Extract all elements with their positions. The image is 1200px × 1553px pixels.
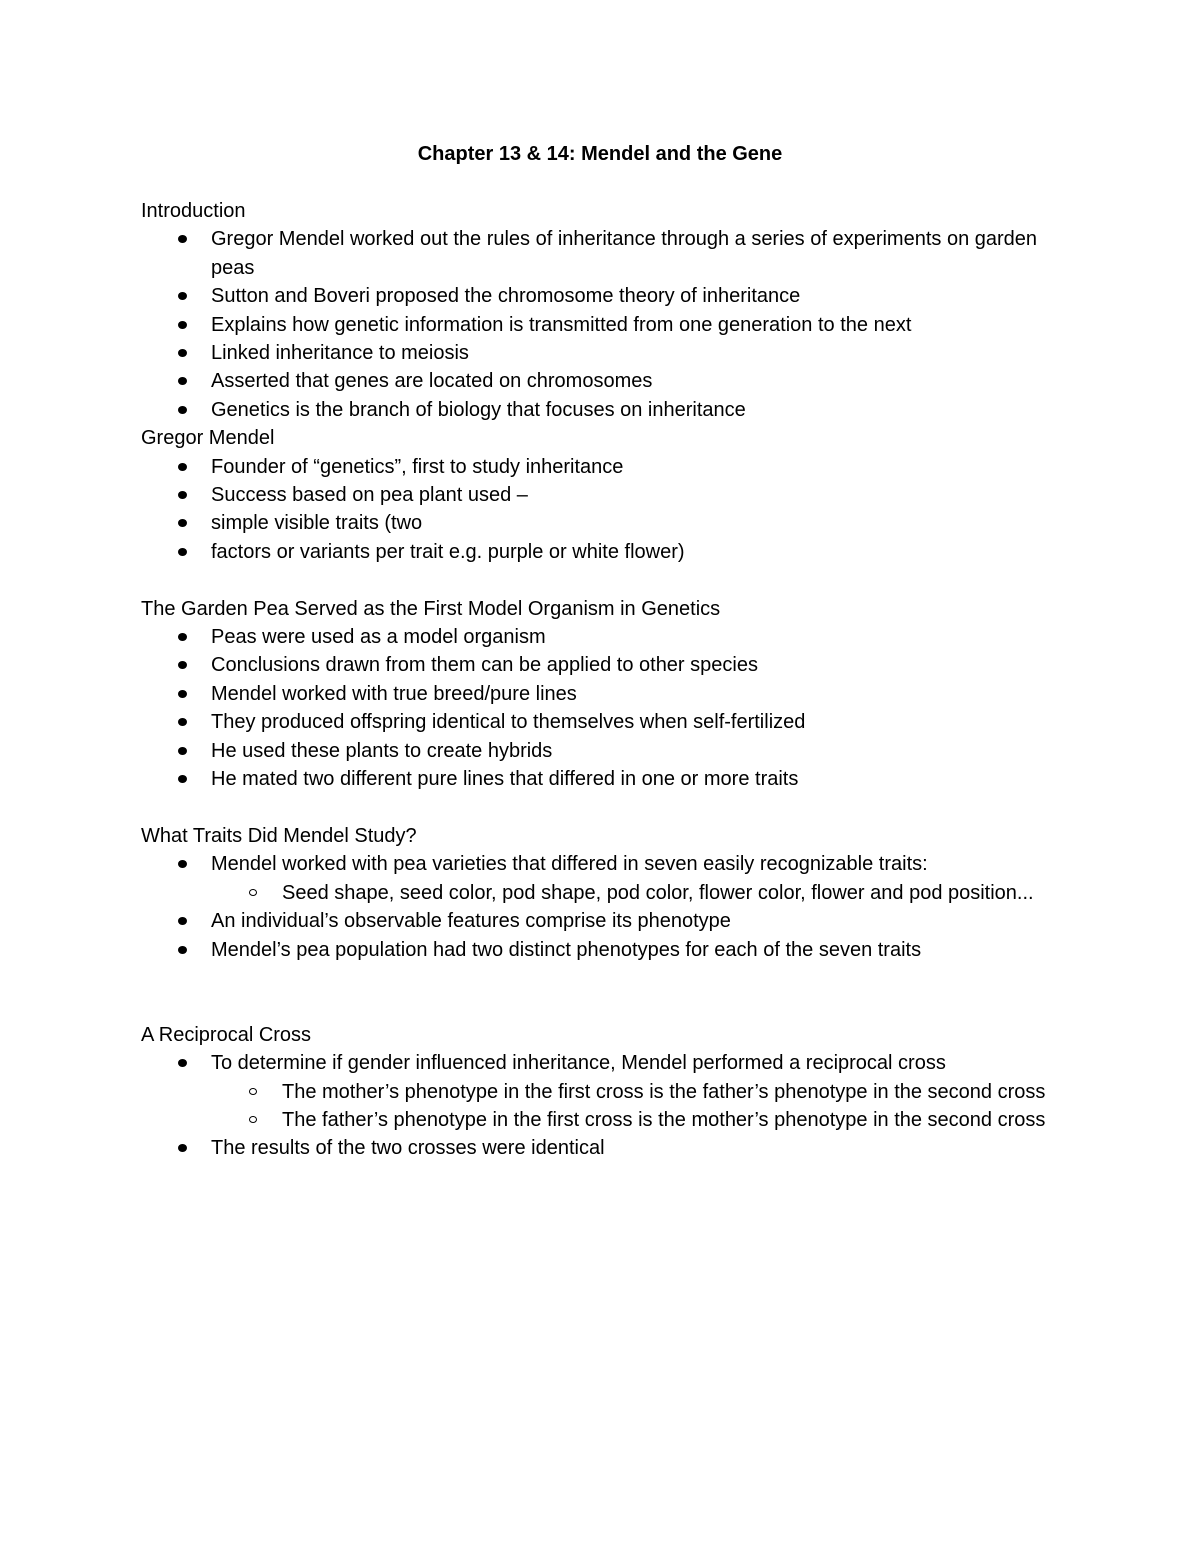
blank-line: [141, 992, 1061, 1020]
section-mendel-traits: [141, 822, 1061, 964]
bullet-list: [141, 453, 1061, 567]
list-item: Founder of “genetics”, first to study inheritance: [211, 453, 1061, 481]
sub-bullet-list: [211, 879, 1061, 907]
document-title: Chapter 13 & 14: Mendel and the Gene: [417, 143, 783, 165]
sub-list-item: Seed shape, seed color, pod shape, pod color, flower color, flower and pod position...: [282, 879, 1061, 907]
list-item: Success based on pea plant used –: [211, 481, 1061, 509]
list-item-text: Mendel worked with pea varieties that differed in seven easily recognizable traits:: [211, 853, 928, 876]
list-item: Genetics is the branch of biology that focuses on inheritance: [211, 396, 1061, 424]
section-heading: Introduction: [141, 200, 246, 222]
list-item: Linked inheritance to meiosis: [211, 339, 1061, 367]
section-reciprocal-cross: [141, 1021, 1061, 1163]
list-item: Gregor Mendel worked out the rules of inheritance through a series of experiments on garden peas: [211, 225, 1061, 282]
blank-line: [141, 794, 1061, 822]
list-item: He mated two different pure lines that differed in one or more traits: [211, 765, 1061, 793]
section-heading: Gregor Mendel: [141, 427, 275, 450]
sub-list-item: The mother’s phenotype in the first cross is the father’s phenotype in the second cross: [282, 1078, 1061, 1106]
sub-list-item: The father’s phenotype in the first cross is the mother’s phenotype in the second cross: [282, 1106, 1061, 1134]
list-item-text: To determine if gender influenced inheritance, Mendel performed a reciprocal cross: [211, 1052, 946, 1075]
blank-line: [141, 964, 1061, 992]
list-item: simple visible traits (two: [211, 509, 1061, 537]
section-heading: A Reciprocal Cross: [141, 1023, 312, 1046]
list-item: [211, 1049, 1061, 1134]
list-item: He used these plants to create hybrids: [211, 737, 1061, 765]
list-item: An individual’s observable features comprise its phenotype: [211, 907, 1061, 935]
bullet-list: [141, 1049, 1061, 1163]
list-item: Mendel worked with true breed/pure lines: [211, 680, 1061, 708]
list-item: Conclusions drawn from them can be applied to other species: [211, 651, 1061, 679]
section-gregor-mendel: [141, 424, 1061, 566]
list-item: Sutton and Boveri proposed the chromosome theory of inheritance: [211, 282, 1061, 310]
section-garden-pea: [141, 595, 1061, 794]
list-item: The results of the two crosses were identical: [211, 1134, 1061, 1162]
list-item: Peas were used as a model organism: [211, 623, 1061, 651]
section-introduction: [141, 197, 1061, 424]
list-item: Asserted that genes are located on chromosomes: [211, 367, 1061, 395]
bullet-list: [141, 623, 1061, 793]
section-heading: What Traits Did Mendel Study?: [141, 824, 417, 847]
list-item: Explains how genetic information is transmitted from one generation to the next: [211, 311, 1061, 339]
section-heading: The Garden Pea Served as the First Model Organism in Genetics: [141, 597, 721, 620]
list-item: factors or variants per trait e.g. purple or white flower): [211, 538, 1061, 566]
list-item: Mendel’s pea population had two distinct phenotypes for each of the seven traits: [211, 936, 1061, 964]
list-item: They produced offspring identical to themselves when self-fertilized: [211, 708, 1061, 736]
sub-bullet-list: [211, 1078, 1061, 1135]
list-item: [211, 850, 1061, 907]
bullet-list: [141, 850, 1061, 964]
document-body: [141, 197, 1061, 1163]
bullet-list: [141, 225, 1061, 424]
blank-line: [141, 566, 1061, 594]
